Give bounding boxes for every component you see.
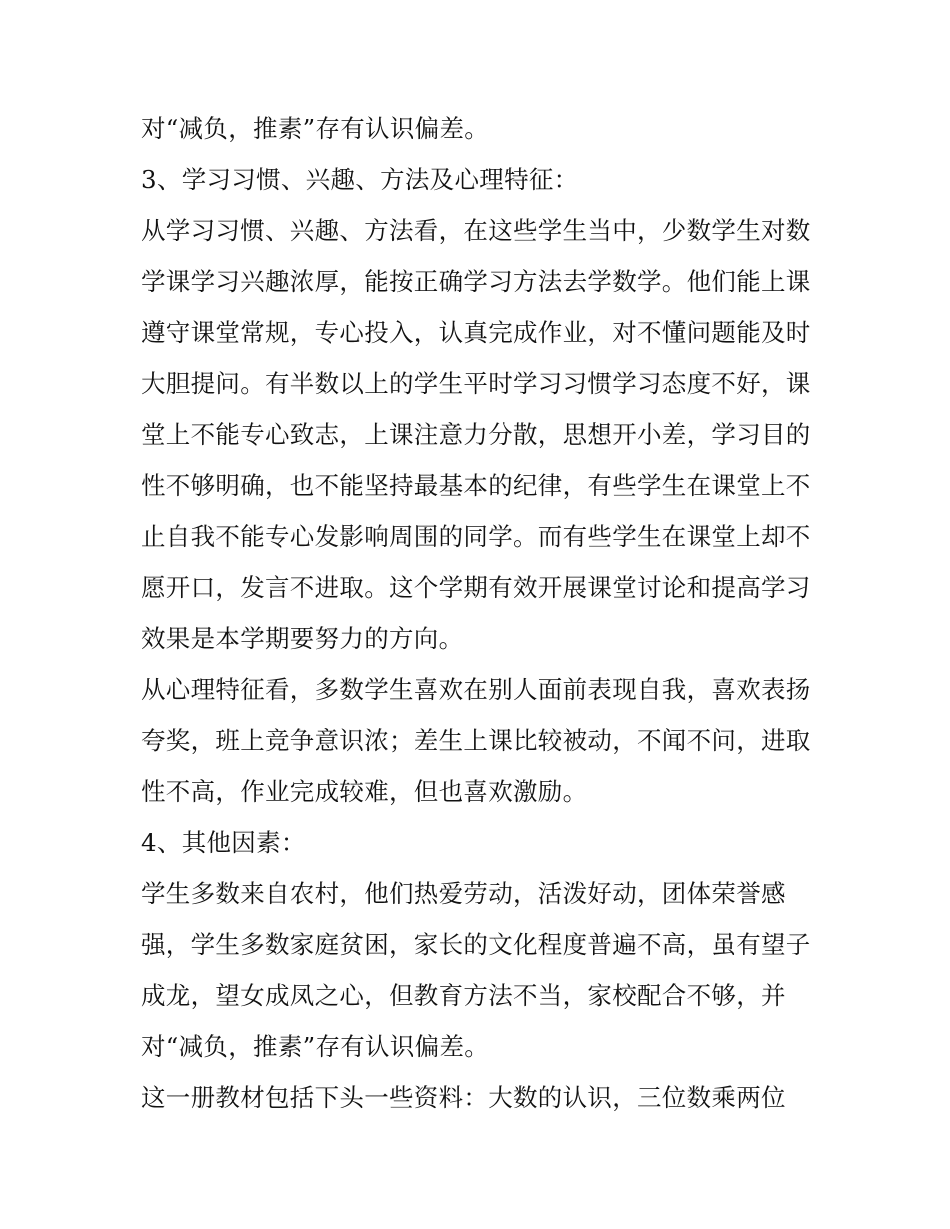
text-line: 学课学习兴趣浓厚，能按正确学习方法去学数学。他们能上课 — [141, 267, 811, 296]
text-line: 从学习习惯、兴趣、方法看，在这些学生当中，少数学生对数 — [141, 216, 811, 245]
text-line: 愿开口，发言不进取。这个学期有效开展课堂讨论和提高学习 — [141, 573, 811, 602]
text-line: 夸奖，班上竞争意识浓；差生上课比较被动，不闻不问，进取 — [141, 726, 811, 755]
text-line: 大胆提问。有半数以上的学生平时学习习惯学习态度不好，课 — [141, 369, 811, 398]
section-heading: 3、学习习惯、兴趣、方法及心理特征： — [141, 165, 579, 194]
text-line: 这一册教材包括下头一些资料：大数的认识，三位数乘两位 — [141, 1083, 786, 1112]
text-line: 学生多数来自农村，他们热爱劳动，活泼好动，团体荣誉感 — [141, 879, 786, 908]
text-line: 对“减负，推素”存有认识偏差。 — [141, 1032, 490, 1061]
text-line: 强，学生多数家庭贫困，家长的文化程度普遍不高，虽有望子 — [141, 930, 811, 959]
text-line: 止自我不能专心发影响周围的同学。而有些学生在课堂上却不 — [141, 522, 811, 551]
text-line: 性不够明确，也不能坚持最基本的纪律，有些学生在课堂上不 — [141, 471, 811, 500]
text-line: 效果是本学期要努力的方向。 — [141, 624, 464, 653]
text-line: 遵守课堂常规，专心投入，认真完成作业，对不懂问题能及时 — [141, 318, 811, 347]
section-heading: 4、其他因素： — [141, 828, 306, 857]
text-line: 成龙，望女成凤之心，但教育方法不当，家校配合不够，并 — [141, 981, 786, 1010]
text-line: 对“减负，推素”存有认识偏差。 — [141, 114, 490, 143]
text-line: 从心理特征看，多数学生喜欢在别人面前表现自我，喜欢表扬 — [141, 675, 811, 704]
text-line: 堂上不能专心致志，上课注意力分散，思想开小差，学习目的 — [141, 420, 811, 449]
text-line: 性不高，作业完成较难，但也喜欢激励。 — [141, 777, 588, 806]
